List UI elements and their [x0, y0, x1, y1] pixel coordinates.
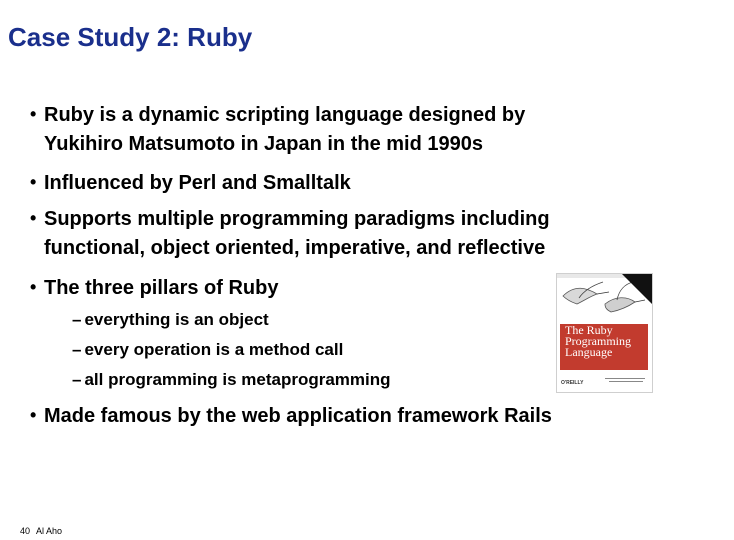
- bullet-text-line-1: The three pillars of Ruby: [44, 277, 279, 299]
- bullet-text-line-1: Influenced by Perl and Smalltalk: [44, 172, 351, 194]
- sub-bullet-marker: –: [72, 310, 82, 329]
- bullet-marker: •: [30, 405, 37, 425]
- slide-title: Case Study 2: Ruby: [8, 22, 253, 52]
- bullet-item: [30, 101, 710, 159]
- sub-bullet-text: every operation is a method call: [84, 340, 344, 359]
- bullet-text-line-2: functional, object oriented, imperative, and reflective: [44, 237, 546, 259]
- sub-bullet-marker: –: [72, 370, 82, 389]
- page-number: 40: [20, 526, 31, 536]
- book-cover-image: [556, 273, 653, 393]
- sub-bullet-text: all programming is metaprogramming: [84, 370, 391, 389]
- sub-bullet-item: [72, 339, 343, 361]
- sub-bullet-item: [72, 309, 269, 331]
- sub-bullet-text: everything is an object: [84, 310, 269, 329]
- sub-bullet-marker: –: [72, 340, 82, 359]
- bullet-item: [30, 169, 710, 198]
- publisher-logo: O'REILLY: [561, 380, 584, 386]
- bullet-text-line-2: Yukihiro Matsumoto in Japan in the mid 1990s: [44, 133, 483, 155]
- bullet-text-line-1: Ruby is a dynamic scripting language designed by: [44, 104, 526, 126]
- book-author-text: [605, 376, 647, 386]
- bullet-marker: •: [30, 208, 37, 228]
- bullet-item: [30, 402, 710, 431]
- sub-bullet-item: [72, 369, 391, 391]
- bullet-marker: •: [30, 172, 37, 192]
- book-title: The Ruby Programming Language: [565, 323, 631, 359]
- bullet-text-line-1: Made famous by the web application framework Rails: [44, 405, 552, 427]
- footer-author: Al Aho: [36, 526, 63, 536]
- book-corner-banner: [622, 274, 652, 304]
- bullet-text-line-1: Supports multiple programming paradigms including: [44, 208, 550, 230]
- bullet-item: [30, 205, 710, 263]
- bullet-marker: •: [30, 277, 37, 297]
- bullet-marker: •: [30, 104, 37, 124]
